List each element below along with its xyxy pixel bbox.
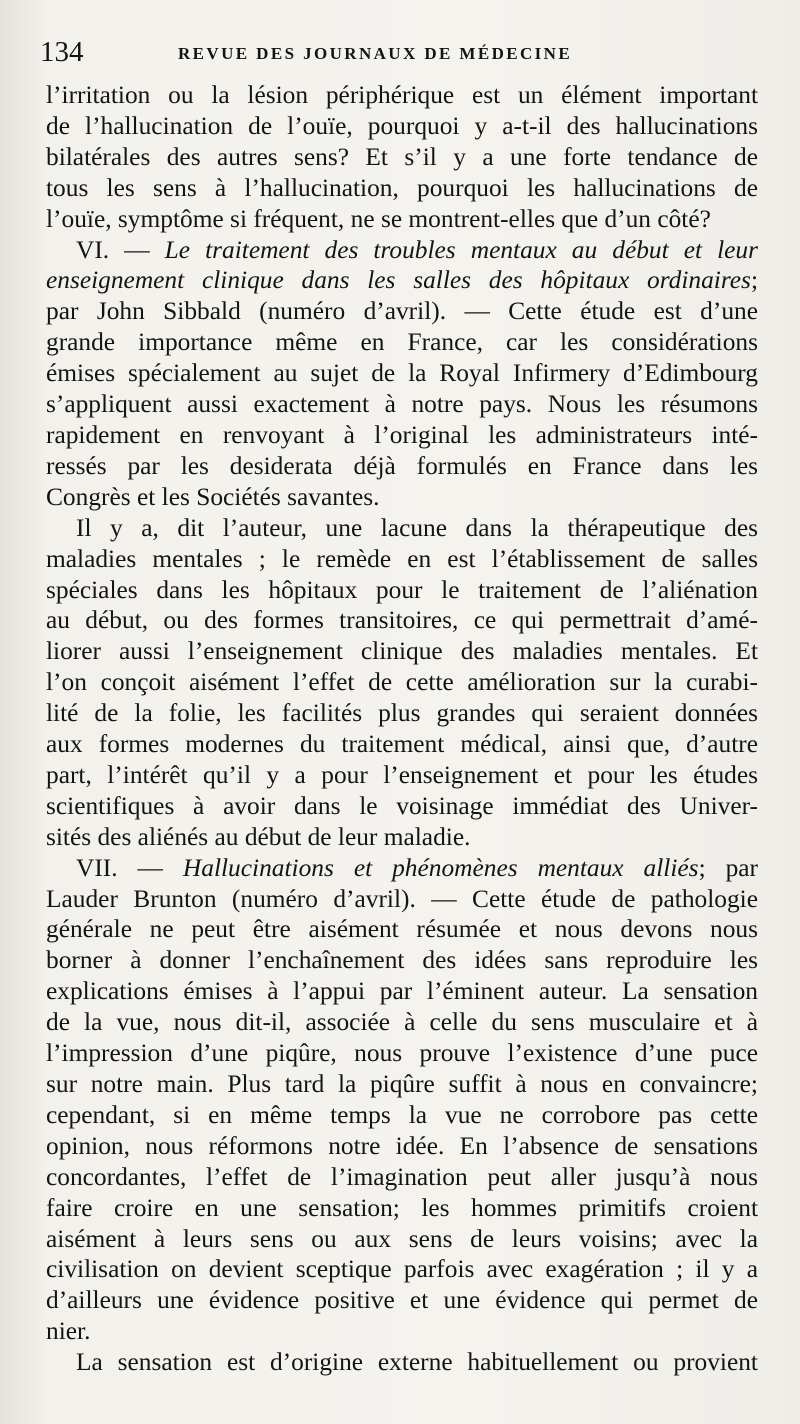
text-segment: ; (750, 266, 758, 295)
text-segment: concordantes, l’effet de l’imagination peut aller jusqu’à nous (46, 1162, 758, 1191)
text-line (46, 544, 758, 575)
text-line (46, 884, 758, 915)
text-segment: borner à donner l’enchaînement des idées sans reproduire les (46, 946, 758, 975)
text-segment: lité de la folie, les facilités plus grandes qui seraient données (46, 699, 758, 728)
text-line (46, 1131, 758, 1162)
text-line (46, 111, 758, 142)
text-line (46, 1347, 758, 1378)
text-segment: d’ailleurs une évidence positive et une évidence qui permet de (46, 1286, 758, 1315)
text-segment: rapidement en renvoyant à l’original les administrateurs inté- (46, 420, 758, 449)
text-segment: l’impression d’une piqûre, nous prouve l’existence d’une puce (46, 1039, 758, 1068)
text-segment: spéciales dans les hôpitaux pour le traitement de l’aliénation (46, 575, 758, 604)
text-segment: scientifiques à avoir dans le voisinage immédiat des Univer- (46, 791, 758, 820)
text-line (46, 636, 758, 667)
text-segment: VI. — (76, 235, 165, 264)
italic-text: Le traitement des troubles mentaux au début et leur (164, 235, 758, 264)
text-segment: civilisation on devient sceptique parfois avec exagération ; il y a (46, 1255, 758, 1284)
text-line (46, 513, 758, 544)
text-segment: liorer aussi l’enseignement clinique des maladies mentales. Et (46, 637, 758, 666)
text-segment: de la vue, nous dit-il, associée à celle du sens musculaire et à (46, 1008, 758, 1037)
text-segment: opinion, nous réformons notre idée. En l’absence de sensations (46, 1131, 758, 1160)
italic-text: Hallucinations et phénomènes mentaux alliés (182, 853, 699, 882)
text-line (46, 822, 758, 853)
text-line (46, 1285, 758, 1316)
italic-text: enseignement clinique dans les salles des hôpitaux ordinaires (46, 266, 751, 295)
text-segment: sités des aliénés au début de leur maladie. (46, 822, 471, 851)
text-line (46, 235, 758, 266)
text-line (46, 760, 758, 791)
text-line (46, 698, 758, 729)
text-line (46, 791, 758, 822)
page-number: 134 (40, 36, 84, 68)
text-line (46, 1316, 758, 1347)
text-line (46, 667, 758, 698)
text-segment: de l’hallucination de l’ouïe, pourquoi y a-t-il des hallucinations (46, 111, 758, 140)
text-line (46, 358, 758, 389)
text-line (46, 976, 758, 1007)
text-segment: aisément à leurs sens ou aux sens de leurs voisins; avec la (46, 1224, 758, 1253)
text-segment: explications émises à l’appui par l’éminent auteur. La sensation (46, 977, 758, 1006)
text-line (46, 1162, 758, 1193)
text-segment: La sensation est d’origine externe habituellement ou provient (76, 1348, 758, 1377)
text-line (46, 327, 758, 358)
text-segment: générale ne peut être aisément résumée et nous devons nous (46, 915, 758, 944)
text-line (46, 1254, 758, 1285)
text-segment: sur notre main. Plus tard la piqûre suffit à nous en convaincre; (46, 1070, 758, 1098)
text-line (46, 204, 758, 235)
text-line (46, 575, 758, 606)
text-segment: l’irritation ou la lésion périphérique est un élément important (46, 81, 758, 109)
text-segment: cependant, si en même temps la vue ne corrobore pas cette (46, 1100, 758, 1129)
text-line (46, 1038, 758, 1069)
text-segment: l’on conçoit aisément l’effet de cette amélioration sur la curabi- (46, 668, 758, 697)
text-line (46, 265, 758, 296)
text-segment: bilatérales des autres sens? Et s’il y a une forte tendance de (46, 142, 758, 171)
text-segment: tous les sens à l’hallucination, pourquoi les hallucinations de (46, 173, 758, 202)
text-segment: ressés par les desiderata déjà formulés en France dans les (46, 451, 758, 480)
text-segment: Congrès et les Sociétés savantes. (46, 482, 380, 511)
text-line (46, 451, 758, 482)
running-title: REVUE DES JOURNAUX DE MÉDECINE (178, 44, 573, 63)
text-segment: VII. — (76, 853, 183, 882)
text-segment: ; par (698, 853, 758, 882)
text-segment: nier. (46, 1317, 91, 1346)
text-segment: l’ouïe, symptôme si fréquent, ne se montrent-elles que d’un côté? (46, 204, 711, 233)
page-header (40, 36, 770, 72)
text-segment: faire croire en une sensation; les hommes primitifs croient (46, 1193, 758, 1222)
text-line (46, 482, 758, 513)
text-segment: par John Sibbald (numéro d’avril). — Cette étude est d’une (46, 297, 758, 326)
text-line (46, 853, 758, 884)
text-line (46, 420, 758, 451)
text-line (46, 389, 758, 420)
text-line (46, 1100, 758, 1131)
text-segment: part, l’intérêt qu’il y a pour l’enseignement et pour les études (46, 760, 758, 789)
text-line (46, 945, 758, 976)
text-segment: au début, ou des formes transitoires, ce qui permettrait d’amé- (46, 606, 758, 635)
text-segment: grande importance même en France, car les considérations (46, 328, 758, 357)
text-line (46, 296, 758, 327)
text-line (46, 729, 758, 760)
text-line (46, 80, 758, 111)
text-line (46, 605, 758, 636)
text-line (46, 1193, 758, 1224)
text-segment: Lauder Brunton (numéro d’avril). — Cette étude de pathologie (46, 884, 758, 913)
text-segment: maladies mentales ; le remède en est l’établissement de salles (46, 544, 758, 573)
text-segment: émises spécialement au sujet de la Royal Infirmery d’Edimbourg (46, 359, 758, 388)
text-segment: aux formes modernes du traitement médical, ainsi que, d’autre (46, 730, 758, 759)
text-line (46, 1069, 758, 1100)
text-line (46, 142, 758, 173)
body-text (46, 80, 758, 1378)
text-line (46, 173, 758, 204)
text-line (46, 1224, 758, 1255)
text-segment: s’appliquent aussi exactement à notre pays. Nous les résumons (46, 390, 758, 419)
text-line (46, 1007, 758, 1038)
text-segment: Il y a, dit l’auteur, une lacune dans la thérapeutique des (76, 513, 758, 542)
text-line (46, 914, 758, 945)
